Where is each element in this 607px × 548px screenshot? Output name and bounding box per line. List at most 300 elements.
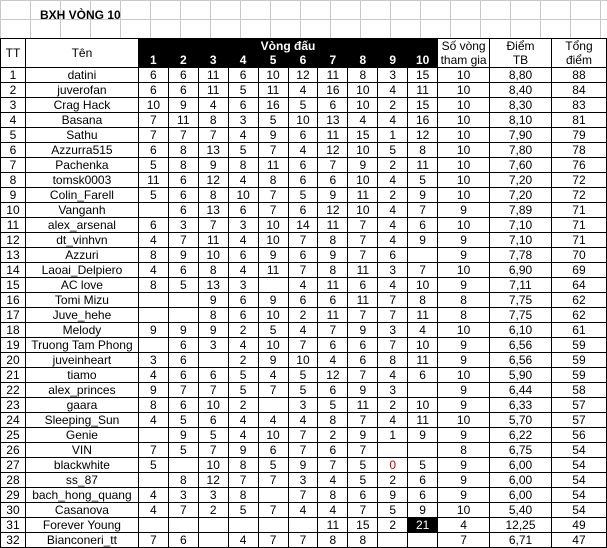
- cell-round-7[interactable]: 7: [318, 323, 348, 338]
- cell-round-8[interactable]: 8: [348, 533, 378, 548]
- cell-round-7[interactable]: 8: [318, 533, 348, 548]
- cell-round-6[interactable]: 6: [288, 173, 318, 188]
- cell-round-1[interactable]: [138, 308, 168, 323]
- cell-round-8[interactable]: 9: [348, 428, 378, 443]
- cell-round-9[interactable]: 4: [378, 173, 408, 188]
- cell-round-9[interactable]: 1: [378, 428, 408, 443]
- cell-round-6[interactable]: 4: [288, 503, 318, 518]
- cell-total[interactable]: 49: [551, 518, 606, 533]
- cell-round-2[interactable]: 6: [168, 368, 198, 383]
- cell-round-3[interactable]: 10: [198, 248, 228, 263]
- cell-round-4[interactable]: 2: [228, 323, 258, 338]
- cell-played[interactable]: 10: [438, 98, 490, 113]
- cell-tt[interactable]: 5: [1, 128, 26, 143]
- cell-tt[interactable]: 27: [1, 458, 26, 473]
- cell-total[interactable]: 71: [551, 218, 606, 233]
- cell-round-9[interactable]: 3: [378, 68, 408, 83]
- cell-total[interactable]: 58: [551, 383, 606, 398]
- cell-avg[interactable]: 7,60: [490, 158, 552, 173]
- cell-round-8[interactable]: 4: [348, 113, 378, 128]
- cell-played[interactable]: 8: [438, 308, 490, 323]
- cell-played[interactable]: 7: [438, 533, 490, 548]
- cell-round-8[interactable]: 10: [348, 98, 378, 113]
- cell-round-9[interactable]: 4: [378, 83, 408, 98]
- cell-avg[interactable]: 6,56: [490, 353, 552, 368]
- header-round-9[interactable]: 9: [378, 53, 408, 68]
- cell-round-8[interactable]: 7: [348, 368, 378, 383]
- cell-avg[interactable]: 7,75: [490, 308, 552, 323]
- cell-round-8[interactable]: 8: [348, 68, 378, 83]
- cell-round-3[interactable]: 11: [198, 233, 228, 248]
- cell-round-6[interactable]: 5: [288, 368, 318, 383]
- cell-round-1[interactable]: 4: [138, 488, 168, 503]
- cell-round-2[interactable]: 3: [168, 488, 198, 503]
- header-avg-line2[interactable]: TB: [490, 53, 552, 68]
- cell-round-3[interactable]: 11: [198, 83, 228, 98]
- cell-round-3[interactable]: 6: [198, 368, 228, 383]
- cell-round-2[interactable]: 7: [168, 233, 198, 248]
- cell-round-5[interactable]: 10: [258, 233, 288, 248]
- header-tt[interactable]: TT: [1, 39, 26, 68]
- cell-total[interactable]: 70: [551, 248, 606, 263]
- cell-name[interactable]: Melody: [25, 323, 138, 338]
- cell-round-10[interactable]: 11: [408, 83, 438, 98]
- cell-round-7[interactable]: 4: [318, 473, 348, 488]
- cell-tt[interactable]: 4: [1, 113, 26, 128]
- cell-round-4[interactable]: 6: [228, 308, 258, 323]
- cell-tt[interactable]: 25: [1, 428, 26, 443]
- cell-round-10[interactable]: 11: [408, 413, 438, 428]
- cell-round-1[interactable]: 7: [138, 128, 168, 143]
- cell-round-8[interactable]: 7: [348, 248, 378, 263]
- cell-round-7[interactable]: 12: [318, 143, 348, 158]
- cell-avg[interactable]: 6,44: [490, 383, 552, 398]
- cell-round-10[interactable]: 11: [408, 353, 438, 368]
- cell-round-10[interactable]: 6: [408, 488, 438, 503]
- cell-round-2[interactable]: 7: [168, 128, 198, 143]
- cell-round-1[interactable]: 4: [138, 233, 168, 248]
- cell-round-7[interactable]: 12: [318, 368, 348, 383]
- cell-avg[interactable]: 5,90: [490, 368, 552, 383]
- cell-round-2[interactable]: 6: [168, 68, 198, 83]
- cell-round-9[interactable]: 2: [378, 473, 408, 488]
- cell-round-8[interactable]: 6: [348, 278, 378, 293]
- cell-round-6[interactable]: 7: [288, 338, 318, 353]
- cell-total[interactable]: 57: [551, 413, 606, 428]
- cell-round-10[interactable]: [408, 248, 438, 263]
- cell-round-4[interactable]: 4: [228, 173, 258, 188]
- cell-tt[interactable]: 23: [1, 398, 26, 413]
- cell-round-7[interactable]: 9: [318, 188, 348, 203]
- cell-played[interactable]: 10: [438, 128, 490, 143]
- cell-round-9[interactable]: 4: [378, 218, 408, 233]
- cell-round-7[interactable]: 6: [318, 293, 348, 308]
- cell-round-2[interactable]: 8: [168, 473, 198, 488]
- header-played-line2[interactable]: tham gia: [438, 53, 490, 68]
- cell-round-7[interactable]: 6: [318, 338, 348, 353]
- cell-round-7[interactable]: 4: [318, 353, 348, 368]
- cell-name[interactable]: Azzurra515: [25, 143, 138, 158]
- cell-total[interactable]: 64: [551, 278, 606, 293]
- cell-round-10[interactable]: 21: [408, 518, 438, 533]
- cell-round-5[interactable]: [258, 518, 288, 533]
- cell-round-1[interactable]: 4: [138, 413, 168, 428]
- cell-round-6[interactable]: 6: [288, 248, 318, 263]
- cell-round-10[interactable]: 8: [408, 293, 438, 308]
- cell-total[interactable]: 61: [551, 323, 606, 338]
- cell-tt[interactable]: 15: [1, 278, 26, 293]
- cell-played[interactable]: 10: [438, 173, 490, 188]
- cell-avg[interactable]: 7,75: [490, 293, 552, 308]
- cell-round-5[interactable]: 4: [258, 368, 288, 383]
- cell-round-9[interactable]: 2: [378, 398, 408, 413]
- cell-round-4[interactable]: 8: [228, 488, 258, 503]
- cell-total[interactable]: 59: [551, 368, 606, 383]
- cell-avg[interactable]: 6,75: [490, 443, 552, 458]
- cell-round-8[interactable]: 15: [348, 518, 378, 533]
- cell-round-1[interactable]: 5: [138, 188, 168, 203]
- cell-round-2[interactable]: 5: [168, 443, 198, 458]
- cell-round-8[interactable]: 7: [348, 443, 378, 458]
- cell-tt[interactable]: 7: [1, 158, 26, 173]
- cell-name[interactable]: bach_hong_quang: [25, 488, 138, 503]
- cell-round-1[interactable]: 7: [138, 443, 168, 458]
- cell-tt[interactable]: 28: [1, 473, 26, 488]
- cell-avg[interactable]: 5,70: [490, 413, 552, 428]
- cell-round-6[interactable]: [288, 518, 318, 533]
- cell-round-5[interactable]: 9: [258, 353, 288, 368]
- cell-round-5[interactable]: 10: [258, 68, 288, 83]
- cell-round-10[interactable]: 5: [408, 458, 438, 473]
- header-round-7[interactable]: 7: [318, 53, 348, 68]
- cell-round-7[interactable]: 11: [318, 68, 348, 83]
- cell-avg[interactable]: 7,90: [490, 128, 552, 143]
- cell-round-4[interactable]: 3: [228, 278, 258, 293]
- cell-round-2[interactable]: 8: [168, 158, 198, 173]
- cell-round-4[interactable]: 5: [228, 143, 258, 158]
- cell-round-6[interactable]: 12: [288, 68, 318, 83]
- cell-name[interactable]: Laoai_Delpiero: [25, 263, 138, 278]
- cell-played[interactable]: 10: [438, 368, 490, 383]
- cell-total[interactable]: 76: [551, 158, 606, 173]
- cell-played[interactable]: 10: [438, 263, 490, 278]
- cell-round-6[interactable]: 9: [288, 458, 318, 473]
- cell-round-9[interactable]: 6: [378, 248, 408, 263]
- cell-played[interactable]: 8: [438, 443, 490, 458]
- cell-round-1[interactable]: 8: [138, 398, 168, 413]
- cell-round-2[interactable]: 5: [168, 413, 198, 428]
- cell-tt[interactable]: 12: [1, 233, 26, 248]
- cell-total[interactable]: 54: [551, 503, 606, 518]
- cell-round-10[interactable]: 9: [408, 233, 438, 248]
- cell-round-2[interactable]: 8: [168, 143, 198, 158]
- cell-round-4[interactable]: 7: [228, 473, 258, 488]
- cell-round-8[interactable]: 6: [348, 488, 378, 503]
- cell-played[interactable]: 9: [438, 353, 490, 368]
- cell-round-1[interactable]: 7: [138, 113, 168, 128]
- cell-round-10[interactable]: 9: [408, 188, 438, 203]
- cell-round-8[interactable]: 10: [348, 203, 378, 218]
- cell-round-9[interactable]: 5: [378, 503, 408, 518]
- cell-total[interactable]: 57: [551, 398, 606, 413]
- cell-round-9[interactable]: 7: [378, 338, 408, 353]
- cell-round-8[interactable]: 11: [348, 398, 378, 413]
- cell-round-1[interactable]: 11: [138, 173, 168, 188]
- cell-played[interactable]: 10: [438, 113, 490, 128]
- cell-tt[interactable]: 16: [1, 293, 26, 308]
- cell-tt[interactable]: 29: [1, 488, 26, 503]
- cell-round-10[interactable]: 10: [408, 338, 438, 353]
- cell-round-2[interactable]: 6: [168, 188, 198, 203]
- cell-round-5[interactable]: [258, 278, 288, 293]
- cell-round-4[interactable]: 2: [228, 398, 258, 413]
- cell-round-2[interactable]: 7: [168, 503, 198, 518]
- cell-tt[interactable]: 14: [1, 263, 26, 278]
- cell-round-9[interactable]: 3: [378, 383, 408, 398]
- cell-played[interactable]: 9: [438, 488, 490, 503]
- header-round-1[interactable]: 1: [138, 53, 168, 68]
- cell-round-4[interactable]: 5: [228, 503, 258, 518]
- cell-round-5[interactable]: 11: [258, 83, 288, 98]
- cell-name[interactable]: alex_princes: [25, 383, 138, 398]
- cell-round-9[interactable]: 7: [378, 308, 408, 323]
- cell-round-5[interactable]: 10: [258, 218, 288, 233]
- cell-round-6[interactable]: 4: [288, 278, 318, 293]
- cell-avg[interactable]: 6,00: [490, 473, 552, 488]
- cell-round-7[interactable]: 8: [318, 413, 348, 428]
- cell-round-10[interactable]: 9: [408, 503, 438, 518]
- header-round-6[interactable]: 6: [288, 53, 318, 68]
- cell-round-8[interactable]: 11: [348, 263, 378, 278]
- cell-played[interactable]: 9: [438, 398, 490, 413]
- cell-round-3[interactable]: 7: [198, 218, 228, 233]
- cell-avg[interactable]: 7,11: [490, 278, 552, 293]
- header-round-8[interactable]: 8: [348, 53, 378, 68]
- cell-name[interactable]: dt_vinhvn: [25, 233, 138, 248]
- cell-round-6[interactable]: 10: [288, 113, 318, 128]
- cell-name[interactable]: Colin_Farell: [25, 188, 138, 203]
- cell-round-3[interactable]: 8: [198, 113, 228, 128]
- cell-total[interactable]: 62: [551, 293, 606, 308]
- cell-tt[interactable]: 22: [1, 383, 26, 398]
- cell-round-3[interactable]: 3: [198, 338, 228, 353]
- cell-round-2[interactable]: 6: [168, 338, 198, 353]
- cell-round-10[interactable]: 11: [408, 158, 438, 173]
- cell-round-2[interactable]: 9: [168, 428, 198, 443]
- header-round-3[interactable]: 3: [198, 53, 228, 68]
- cell-round-5[interactable]: 5: [258, 458, 288, 473]
- cell-total[interactable]: 78: [551, 143, 606, 158]
- cell-round-4[interactable]: 8: [228, 158, 258, 173]
- cell-tt[interactable]: 17: [1, 308, 26, 323]
- cell-total[interactable]: 72: [551, 188, 606, 203]
- cell-tt[interactable]: 1: [1, 68, 26, 83]
- header-round-10[interactable]: 10: [408, 53, 438, 68]
- cell-avg[interactable]: 7,10: [490, 233, 552, 248]
- cell-tt[interactable]: 19: [1, 338, 26, 353]
- cell-round-7[interactable]: 8: [318, 488, 348, 503]
- cell-round-8[interactable]: 9: [348, 158, 378, 173]
- cell-tt[interactable]: 9: [1, 188, 26, 203]
- cell-round-4[interactable]: 6: [228, 248, 258, 263]
- cell-round-7[interactable]: 6: [318, 173, 348, 188]
- cell-round-8[interactable]: 7: [348, 503, 378, 518]
- cell-round-10[interactable]: 7: [408, 263, 438, 278]
- cell-name[interactable]: datini: [25, 68, 138, 83]
- cell-played[interactable]: 10: [438, 143, 490, 158]
- cell-played[interactable]: 10: [438, 68, 490, 83]
- cell-round-9[interactable]: 2: [378, 98, 408, 113]
- cell-round-1[interactable]: [138, 518, 168, 533]
- cell-avg[interactable]: 8,40: [490, 83, 552, 98]
- cell-total[interactable]: 79: [551, 128, 606, 143]
- cell-round-9[interactable]: 4: [378, 413, 408, 428]
- cell-played[interactable]: 10: [438, 218, 490, 233]
- cell-round-7[interactable]: 7: [318, 158, 348, 173]
- cell-round-9[interactable]: 4: [378, 203, 408, 218]
- cell-round-6[interactable]: 10: [288, 353, 318, 368]
- cell-round-3[interactable]: 6: [198, 413, 228, 428]
- cell-round-8[interactable]: 9: [348, 383, 378, 398]
- cell-round-5[interactable]: 4: [258, 413, 288, 428]
- cell-round-1[interactable]: 4: [138, 263, 168, 278]
- cell-round-5[interactable]: 7: [258, 533, 288, 548]
- cell-round-10[interactable]: 10: [408, 278, 438, 293]
- cell-round-5[interactable]: 7: [258, 383, 288, 398]
- cell-round-1[interactable]: 10: [138, 98, 168, 113]
- cell-round-2[interactable]: 11: [168, 113, 198, 128]
- cell-tt[interactable]: 3: [1, 98, 26, 113]
- cell-tt[interactable]: 6: [1, 143, 26, 158]
- cell-round-3[interactable]: 7: [198, 128, 228, 143]
- cell-name[interactable]: juverofan: [25, 83, 138, 98]
- cell-tt[interactable]: 10: [1, 203, 26, 218]
- cell-total[interactable]: 54: [551, 443, 606, 458]
- cell-round-2[interactable]: 5: [168, 278, 198, 293]
- cell-round-8[interactable]: 7: [348, 413, 378, 428]
- cell-round-1[interactable]: [138, 338, 168, 353]
- cell-round-4[interactable]: 4: [228, 233, 258, 248]
- cell-avg[interactable]: 6,22: [490, 428, 552, 443]
- cell-round-2[interactable]: [168, 308, 198, 323]
- cell-round-5[interactable]: 7: [258, 503, 288, 518]
- cell-round-4[interactable]: 6: [228, 203, 258, 218]
- cell-round-1[interactable]: 4: [138, 503, 168, 518]
- cell-round-4[interactable]: 5: [228, 83, 258, 98]
- cell-name[interactable]: alex_arsenal: [25, 218, 138, 233]
- cell-round-5[interactable]: 7: [258, 473, 288, 488]
- cell-round-3[interactable]: [198, 533, 228, 548]
- cell-round-10[interactable]: [408, 383, 438, 398]
- cell-played[interactable]: 10: [438, 323, 490, 338]
- cell-played[interactable]: 10: [438, 413, 490, 428]
- cell-round-2[interactable]: [168, 293, 198, 308]
- cell-round-10[interactable]: 9: [408, 428, 438, 443]
- cell-round-8[interactable]: 7: [348, 218, 378, 233]
- cell-round-8[interactable]: 6: [348, 338, 378, 353]
- cell-round-7[interactable]: 9: [318, 248, 348, 263]
- cell-round-6[interactable]: 6: [288, 128, 318, 143]
- cell-name[interactable]: blackwhite: [25, 458, 138, 473]
- cell-round-3[interactable]: 9: [198, 293, 228, 308]
- cell-name[interactable]: Sathu: [25, 128, 138, 143]
- cell-name[interactable]: Juve_hehe: [25, 308, 138, 323]
- cell-round-1[interactable]: 8: [138, 278, 168, 293]
- cell-round-9[interactable]: 3: [378, 263, 408, 278]
- cell-round-3[interactable]: [198, 518, 228, 533]
- cell-round-5[interactable]: 9: [258, 128, 288, 143]
- cell-name[interactable]: juveinheart: [25, 353, 138, 368]
- cell-avg[interactable]: 12,25: [490, 518, 552, 533]
- cell-round-5[interactable]: 9: [258, 248, 288, 263]
- cell-total[interactable]: 83: [551, 98, 606, 113]
- cell-round-3[interactable]: 2: [198, 503, 228, 518]
- cell-round-9[interactable]: 2: [378, 158, 408, 173]
- cell-round-7[interactable]: 5: [318, 398, 348, 413]
- cell-round-3[interactable]: 7: [198, 443, 228, 458]
- cell-round-10[interactable]: 8: [408, 143, 438, 158]
- cell-round-3[interactable]: 9: [198, 323, 228, 338]
- cell-round-6[interactable]: 4: [288, 83, 318, 98]
- cell-round-6[interactable]: 7: [288, 263, 318, 278]
- cell-round-6[interactable]: 5: [288, 98, 318, 113]
- cell-round-5[interactable]: 7: [258, 188, 288, 203]
- cell-round-2[interactable]: 6: [168, 203, 198, 218]
- cell-round-4[interactable]: 4: [228, 428, 258, 443]
- cell-round-6[interactable]: 4: [288, 413, 318, 428]
- cell-round-4[interactable]: 3: [228, 218, 258, 233]
- cell-round-5[interactable]: 11: [258, 263, 288, 278]
- cell-total[interactable]: 69: [551, 263, 606, 278]
- cell-round-6[interactable]: 7: [288, 488, 318, 503]
- cell-avg[interactable]: 6,56: [490, 338, 552, 353]
- cell-round-9[interactable]: 4: [378, 233, 408, 248]
- cell-round-7[interactable]: 6: [318, 383, 348, 398]
- cell-avg[interactable]: 5,40: [490, 503, 552, 518]
- cell-name[interactable]: VIN: [25, 443, 138, 458]
- cell-round-6[interactable]: 2: [288, 308, 318, 323]
- cell-round-8[interactable]: 10: [348, 143, 378, 158]
- cell-round-7[interactable]: 8: [318, 233, 348, 248]
- cell-round-4[interactable]: [228, 518, 258, 533]
- cell-name[interactable]: AC love: [25, 278, 138, 293]
- cell-round-6[interactable]: 7: [288, 533, 318, 548]
- cell-round-8[interactable]: 5: [348, 473, 378, 488]
- cell-round-4[interactable]: 4: [228, 533, 258, 548]
- cell-tt[interactable]: 11: [1, 218, 26, 233]
- cell-round-7[interactable]: 6: [318, 443, 348, 458]
- cell-tt[interactable]: 30: [1, 503, 26, 518]
- cell-round-9[interactable]: 8: [378, 353, 408, 368]
- cell-played[interactable]: 9: [438, 473, 490, 488]
- cell-avg[interactable]: 7,78: [490, 248, 552, 263]
- cell-name[interactable]: Tomi Mizu: [25, 293, 138, 308]
- cell-round-10[interactable]: 12: [408, 128, 438, 143]
- cell-total[interactable]: 54: [551, 458, 606, 473]
- cell-round-6[interactable]: 7: [288, 443, 318, 458]
- cell-round-8[interactable]: 11: [348, 188, 378, 203]
- cell-name[interactable]: tomsk0003: [25, 173, 138, 188]
- cell-round-1[interactable]: 9: [138, 323, 168, 338]
- cell-tt[interactable]: 21: [1, 368, 26, 383]
- cell-avg[interactable]: 8,10: [490, 113, 552, 128]
- cell-played[interactable]: 9: [438, 428, 490, 443]
- cell-round-8[interactable]: 11: [348, 293, 378, 308]
- cell-round-10[interactable]: 6: [408, 473, 438, 488]
- cell-round-7[interactable]: 11: [318, 218, 348, 233]
- cell-round-6[interactable]: 6: [288, 293, 318, 308]
- cell-round-2[interactable]: [168, 458, 198, 473]
